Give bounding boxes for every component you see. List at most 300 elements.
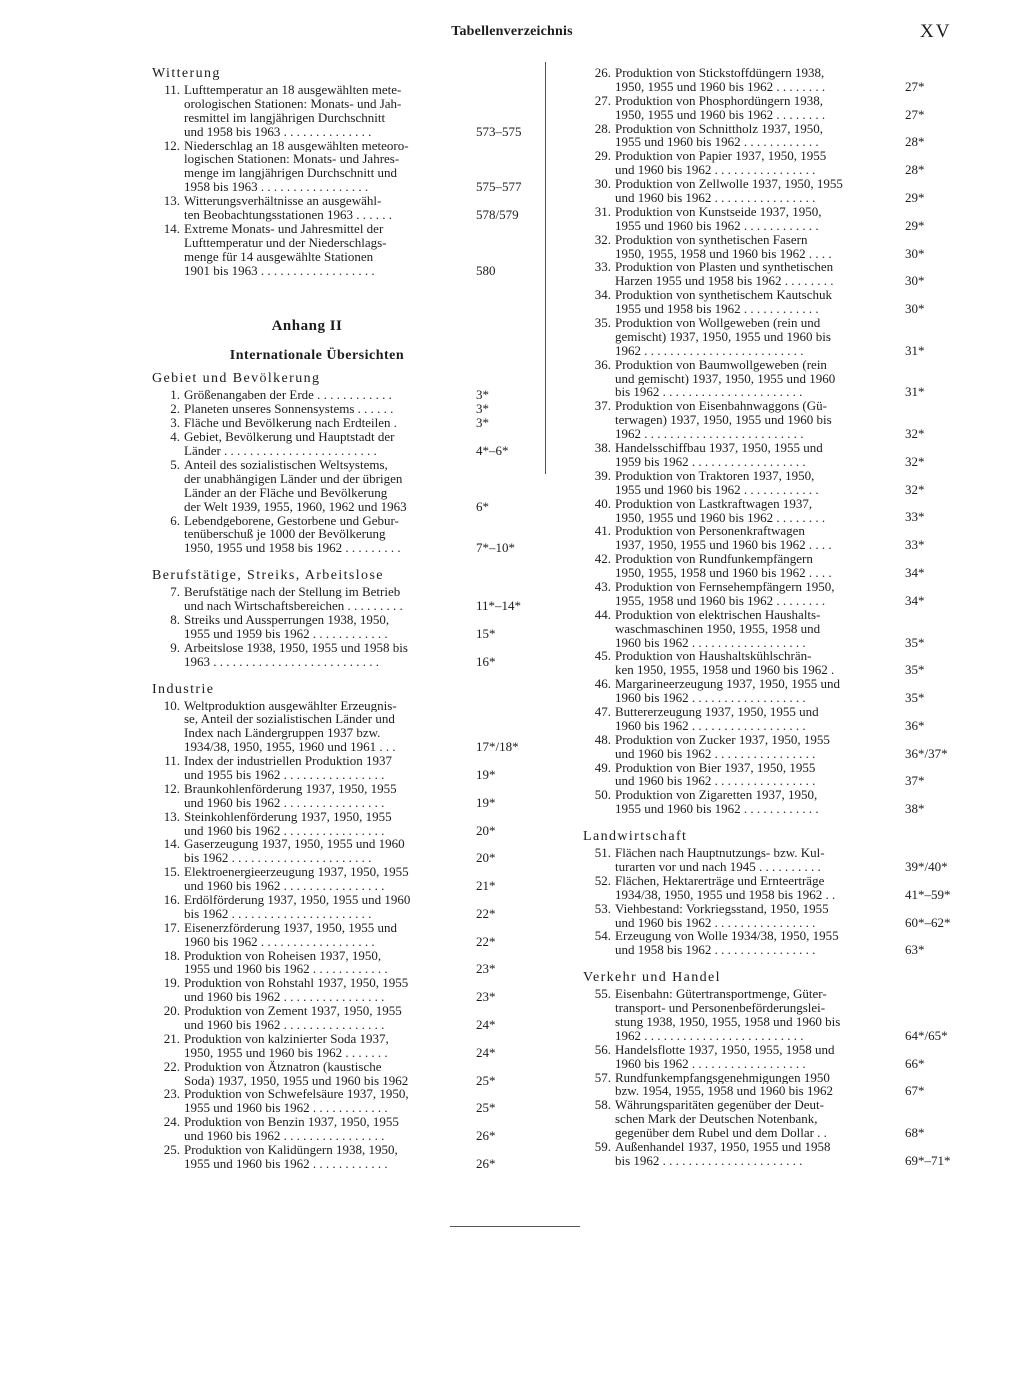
section-heading: Landwirtschaft: [583, 829, 688, 845]
entry-page-ref: 36*/37*: [905, 745, 948, 761]
right-column: [583, 66, 961, 1168]
entry-page-ref: 35*: [905, 690, 925, 706]
entry-page-ref: 16*: [476, 653, 496, 669]
entry-title-line: und 1960 bis 1962 . . . . . . . . . . . . . . . .: [184, 823, 385, 838]
entry-title-line: 1963 . . . . . . . . . . . . . . . . . . . . . . . . . .: [184, 654, 379, 669]
toc-entry: [152, 139, 522, 195]
entry-page-ref: 33*: [905, 509, 925, 525]
entry-number: 53.: [594, 900, 611, 916]
entry-title-line: Produktion von Phosphordüngern 1938,: [615, 93, 823, 108]
entry-title-line: 1901 bis 1963 . . . . . . . . . . . . . . . . . .: [184, 263, 375, 278]
entry-page-ref: 4*–6*: [476, 443, 509, 459]
entry-title-line: Braunkohlenförderung 1937, 1950, 1955: [184, 781, 397, 796]
entry-title: [184, 139, 462, 195]
entry-page-ref: 39*/40*: [905, 858, 948, 874]
toc-entry: [152, 514, 522, 556]
toc-section: [583, 970, 961, 1168]
entry-page-ref: 6*: [476, 498, 489, 514]
entry-title-line: und nach Wirtschaftsbereichen . . . . . . . . .: [184, 599, 403, 613]
entry-title: [184, 514, 462, 556]
entry-title-line: Produktion von elektrischen Haushalts-: [615, 607, 821, 622]
entry-title: [615, 846, 891, 874]
entry-title: [184, 921, 462, 949]
toc-entry: [152, 222, 522, 278]
entry-title-line: 1950, 1955 und 1960 bis 1962 . . . . . . .: [184, 1045, 388, 1060]
entry-title-line: Produktion von Roheisen 1937, 1950,: [184, 948, 382, 963]
toc-entry: [152, 1143, 522, 1171]
toc-entry: [583, 94, 961, 122]
toc-entry: [583, 122, 961, 150]
entry-title-line: Eisenbahn: Gütertransportmenge, Güter-: [615, 987, 827, 1002]
entry-title-line: Produktion von Fernsehempfängern 1950,: [615, 579, 835, 594]
entry-number: 18.: [163, 947, 180, 963]
entry-title-line: Index nach Ländergruppen 1937 bzw.: [184, 726, 381, 741]
entry-page-ref: 27*: [905, 106, 925, 122]
section-heading: Witterung: [152, 66, 221, 81]
toc-entry: [583, 846, 961, 874]
entry-title-line: 1960 bis 1962 . . . . . . . . . . . . . . . . . .: [615, 635, 806, 650]
entry-title: [184, 1143, 462, 1171]
entry-title-line: und 1960 bis 1962 . . . . . . . . . . . . . . . .: [184, 1129, 385, 1144]
entry-number: 21.: [163, 1030, 180, 1046]
entry-title: [184, 1087, 462, 1115]
entry-title: [184, 782, 462, 810]
entry-page-ref: 36*: [905, 717, 925, 733]
toc-section: [583, 829, 961, 957]
entry-page-ref: 34*: [905, 565, 925, 581]
entry-number: 1.: [170, 387, 180, 403]
entry-title: [184, 893, 462, 921]
entry-page-ref: 22*: [476, 905, 496, 921]
entry-title: [184, 810, 462, 838]
entry-title-line: Produktion von Papier 1937, 1950, 1955: [615, 149, 827, 164]
entry-title: [615, 788, 891, 816]
entry-page-ref: 19*: [476, 794, 496, 810]
entry-title: [184, 83, 462, 139]
entry-page-ref: 30*: [905, 301, 925, 317]
entry-page-ref: 25*: [476, 1100, 496, 1116]
entry-title-line: Produktion von Wollgeweben (rein und: [615, 316, 821, 330]
entry-page-ref: 60*–62*: [905, 914, 951, 930]
entry-title: [615, 233, 891, 261]
toc-entry: [583, 205, 961, 233]
entry-title: [184, 1060, 462, 1088]
toc-section: [152, 568, 522, 668]
entry-title-line: Außenhandel 1937, 1950, 1955 und 1958: [615, 1140, 831, 1154]
entry-number: 30.: [594, 176, 611, 192]
entry-page-ref: 20*: [476, 850, 496, 866]
entry-page-ref: 26*: [476, 1128, 496, 1144]
entry-page-ref: 24*: [476, 1044, 496, 1060]
entry-title-line: Streiks und Aussperrungen 1938, 1950,: [184, 612, 390, 627]
entry-number: 52.: [594, 872, 611, 888]
entry-title-line: 1962 . . . . . . . . . . . . . . . . . . . . . . . . .: [615, 343, 804, 358]
toc-entry: [583, 497, 961, 525]
entry-page-ref: 28*: [905, 162, 925, 178]
entry-title-line: 1955 und 1960 bis 1962 . . . . . . . . . . . .: [184, 1156, 388, 1171]
entry-title-line: Produktion von Schwefelsäure 1937, 1950,: [184, 1087, 409, 1102]
toc-section: [152, 66, 522, 277]
entry-title-line: Produktion von synthetischem Kautschuk: [615, 288, 833, 303]
toc-entry: [152, 1115, 522, 1143]
entry-title-line: und 1960 bis 1962 . . . . . . . . . . . . . . . .: [184, 795, 385, 810]
entry-title: [184, 222, 462, 278]
entry-page-ref: 31*: [905, 384, 925, 400]
entry-number: 26.: [594, 65, 611, 80]
entry-page-ref: 32*: [905, 481, 925, 497]
entry-title-line: Produktion von Personenkraftwagen: [615, 524, 805, 539]
entry-title-line: Gaserzeugung 1937, 1950, 1955 und 1960: [184, 837, 405, 852]
entry-title: [615, 929, 891, 957]
entry-title-line: Produktion von Zement 1937, 1950, 1955: [184, 1004, 402, 1019]
entry-page-ref: 20*: [476, 822, 496, 838]
entry-title-line: Steinkohlenförderung 1937, 1950, 1955: [184, 809, 392, 824]
entry-number: 4.: [170, 429, 180, 445]
entry-title-line: Planeten unseres Sonnensystems . . . . . .: [184, 402, 394, 417]
entry-page-ref: 35*: [905, 662, 925, 678]
toc-entry: [152, 1032, 522, 1060]
entry-title: [184, 837, 462, 865]
entry-title: [184, 585, 462, 613]
entry-page-ref: 17*/18*: [476, 739, 519, 755]
entry-page-ref: 7*–10*: [476, 540, 515, 556]
entry-page-ref: 3*: [476, 415, 489, 431]
entry-page-ref: 24*: [476, 1017, 496, 1033]
entry-number: 15.: [163, 864, 180, 880]
entry-title-line: und 1960 bis 1962 . . . . . . . . . . . . . . . .: [615, 163, 816, 178]
section-heading: Verkehr und Handel: [583, 970, 721, 986]
entry-number: 11.: [164, 753, 180, 769]
entry-page-ref: 64*/65*: [905, 1027, 948, 1043]
entry-page-ref: 32*: [905, 426, 925, 442]
entry-title-line: Länder . . . . . . . . . . . . . . . . . . . . . . . .: [184, 444, 377, 458]
entry-title: [615, 399, 891, 441]
entry-title-line: Produktion von kalzinierter Soda 1937,: [184, 1031, 389, 1046]
entry-title-line: Fläche und Bevölkerung nach Erdteilen .: [184, 416, 397, 431]
entry-title-line: 1959 bis 1962 . . . . . . . . . . . . . . . . . .: [615, 454, 806, 469]
toc-entry: [152, 754, 522, 782]
entry-page-ref: 3*: [476, 387, 489, 403]
entry-page-ref: 33*: [905, 537, 925, 553]
toc-entry: [152, 83, 522, 139]
entry-title-line: bis 1962 . . . . . . . . . . . . . . . . . . . . . .: [615, 385, 803, 400]
entry-number: 20.: [163, 1003, 180, 1019]
toc-entry: [152, 194, 522, 222]
entry-page-ref: 63*: [905, 942, 925, 958]
entry-number: 48.: [594, 731, 611, 747]
entry-number: 9.: [170, 639, 180, 655]
toc-entry: [583, 580, 961, 608]
toc-entry: [152, 416, 522, 430]
entry-number: 44.: [594, 606, 611, 622]
entry-title-line: und 1960 bis 1962 . . . . . . . . . . . . . . . .: [615, 915, 816, 930]
toc-entry: [583, 441, 961, 469]
toc-entry: [583, 177, 961, 205]
entry-title: [184, 754, 462, 782]
entry-number: 6.: [170, 512, 180, 528]
toc-entry: [152, 699, 522, 755]
entry-number: 31.: [594, 203, 611, 219]
entry-title-line: Produktion von Kalidüngern 1938, 1950,: [184, 1143, 398, 1157]
entry-title-line: Harzen 1955 und 1958 bis 1962 . . . . . . . .: [615, 274, 834, 289]
entry-title-line: 1955 und 1960 bis 1962 . . . . . . . . . . . .: [615, 802, 819, 817]
toc-entry: [583, 1043, 961, 1071]
entry-page-ref: 575–577: [476, 179, 522, 195]
entry-number: 41.: [594, 523, 611, 539]
entry-title: [615, 316, 891, 358]
entry-title-line: Witterungsverhältnisse an ausgewähl-: [184, 194, 382, 209]
entry-number: 34.: [594, 287, 611, 303]
entry-title-line: und 1958 bis 1962 . . . . . . . . . . . . . . . .: [615, 943, 816, 958]
toc-entry: [152, 782, 522, 810]
left-column: [152, 66, 522, 1171]
toc-entry: [583, 316, 961, 358]
entry-title-line: 1955 und 1959 bis 1962 . . . . . . . . . . . .: [184, 626, 388, 641]
appendix-title: Anhang II: [271, 318, 343, 335]
entry-title-line: 1960 bis 1962 . . . . . . . . . . . . . . . . . .: [184, 934, 375, 949]
entry-title: [615, 733, 891, 761]
entry-title: [615, 149, 891, 177]
toc-entry: [583, 1098, 961, 1140]
entry-number: 24.: [163, 1114, 180, 1130]
entry-title-line: se, Anteil der sozialistischen Länder und: [184, 712, 395, 727]
entry-title-line: der Welt 1939, 1955, 1960, 1962 und 1963: [184, 499, 407, 514]
entry-number: 3.: [170, 415, 180, 431]
entry-number: 51.: [594, 845, 611, 861]
entry-title: [615, 580, 891, 608]
section-heading: Industrie: [152, 681, 215, 697]
entry-number: 40.: [594, 495, 611, 511]
entry-title-line: 1955 und 1960 bis 1962 . . . . . . . . . . . .: [615, 482, 819, 497]
entry-title-line: Produktion von Bier 1937, 1950, 1955: [615, 760, 816, 775]
entry-number: 46.: [594, 676, 611, 692]
entry-number: 29.: [594, 148, 611, 164]
entry-title-line: 1934/38, 1950, 1955, 1960 und 1961 . . .: [184, 740, 396, 755]
entry-title-line: Lufttemperatur an 18 ausgewählten mete-: [184, 83, 402, 97]
entry-number: 11.: [164, 82, 180, 97]
toc-entry: [583, 1071, 961, 1099]
entry-title-line: Produktion von Stickstoffdüngern 1938,: [615, 66, 825, 80]
entry-number: 5.: [170, 456, 180, 472]
entry-page-ref: 23*: [476, 961, 496, 977]
entry-title-line: 1962 . . . . . . . . . . . . . . . . . . . . . . . . .: [615, 427, 804, 442]
toc-entry: [583, 929, 961, 957]
toc-entry: [152, 613, 522, 641]
toc-entry: [583, 260, 961, 288]
entry-title-line: Produktion von Benzin 1937, 1950, 1955: [184, 1115, 399, 1130]
entry-title-line: Produktion von Baumwollgeweben (rein: [615, 357, 827, 372]
toc-section: [152, 371, 522, 555]
entry-number: 12.: [163, 780, 180, 796]
entry-title-line: 1962 . . . . . . . . . . . . . . . . . . . . . . . . .: [615, 1028, 804, 1043]
toc-entry: [583, 1140, 961, 1168]
entry-title: [184, 949, 462, 977]
entry-page-ref: 34*: [905, 592, 925, 608]
entry-page-ref: 25*: [476, 1072, 496, 1088]
entry-title-line: terwagen) 1937, 1950, 1955 und 1960 bis: [615, 413, 832, 428]
entry-title-line: logischen Stationen: Monats- und Jahres-: [184, 152, 400, 167]
entry-title-line: und 1960 bis 1962 . . . . . . . . . . . . . . . .: [615, 191, 816, 205]
entry-title-line: 1950, 1955, 1958 und 1960 bis 1962 . . . .: [615, 566, 832, 580]
entry-title: [184, 865, 462, 893]
entry-title-line: 1955 und 1960 bis 1962 . . . . . . . . . . . .: [615, 218, 819, 233]
entry-title-line: bis 1962 . . . . . . . . . . . . . . . . . . . . . .: [184, 851, 372, 866]
entry-number: 59.: [594, 1139, 611, 1155]
entry-title-line: Produktion von Schnittholz 1937, 1950,: [615, 121, 823, 136]
entry-page-ref: 30*: [905, 273, 925, 289]
appendix-subtitle: Internationale Übersichten: [229, 348, 405, 364]
entry-page-ref: 23*: [476, 989, 496, 1005]
entry-title-line: 1937, 1950, 1955 und 1960 bis 1962 . . . .: [615, 538, 832, 553]
toc-entry: [152, 810, 522, 838]
entry-title: [615, 122, 891, 150]
entry-number: 57.: [594, 1069, 611, 1085]
entry-title-line: Erdölförderung 1937, 1950, 1955 und 1960: [184, 893, 411, 907]
entry-title-line: turarten vor und nach 1945 . . . . . . . . . .: [615, 859, 821, 874]
entry-title-line: schen Mark der Deutschen Notenbank,: [615, 1112, 818, 1127]
entry-title-line: Produktion von Rundfunkempfängern: [615, 552, 813, 567]
entry-title: [615, 1140, 891, 1168]
entry-title-line: Produktion von Rohstahl 1937, 1950, 1955: [184, 976, 409, 991]
entry-title-line: Arbeitslose 1938, 1950, 1955 und 1958 bis: [184, 640, 408, 655]
entry-number: 13.: [163, 193, 180, 209]
entry-number: 32.: [594, 231, 611, 247]
entry-number: 55.: [594, 986, 611, 1002]
toc-entry: [583, 649, 961, 677]
entry-title: [615, 177, 891, 205]
entry-title-line: Währungsparitäten gegenüber der Deut-: [615, 1098, 824, 1113]
entry-page-ref: 27*: [905, 78, 925, 94]
entry-title-line: Erzeugung von Wolle 1934/38, 1950, 1955: [615, 929, 839, 944]
entry-title-line: Produktion von Traktoren 1937, 1950,: [615, 468, 815, 483]
entry-title-line: Produktion von Zellwolle 1937, 1950, 1955: [615, 177, 843, 192]
entry-page-ref: 68*: [905, 1125, 925, 1141]
entry-title-line: Niederschlag an 18 ausgewählten meteoro-: [184, 138, 409, 153]
entry-number: 49.: [594, 759, 611, 775]
entry-title: [615, 358, 891, 400]
entry-title-line: Viehbestand: Vorkriegsstand, 1950, 1955: [615, 901, 829, 916]
toc-entry: [583, 761, 961, 789]
entry-title: [184, 194, 462, 222]
entry-title-line: bzw. 1954, 1955, 1958 und 1960 bis 1962: [615, 1084, 833, 1099]
toc-entry: [583, 552, 961, 580]
entry-title-line: 1950, 1955 und 1960 bis 1962 . . . . . . . .: [615, 510, 826, 525]
entry-title-line: Produktion von Eisenbahnwaggons (Gü-: [615, 399, 827, 414]
entry-title-line: resmittel im langjährigen Durchschnitt: [184, 110, 386, 125]
toc-entry: [583, 233, 961, 261]
entry-page-ref: 41*–59*: [905, 886, 951, 902]
entry-title-line: 1960 bis 1962 . . . . . . . . . . . . . . . . . .: [615, 691, 806, 705]
entry-title-line: der unabhängigen Länder und der übrigen: [184, 471, 403, 486]
footer-rule: [450, 1226, 580, 1227]
toc-entry: [152, 949, 522, 977]
entry-title-line: Flächen, Hektarerträge und Ernteerträge: [615, 873, 825, 888]
entry-number: 47.: [594, 703, 611, 719]
toc-entry: [152, 921, 522, 949]
toc-entry: [583, 788, 961, 816]
entry-title-line: bis 1962 . . . . . . . . . . . . . . . . . . . . . .: [615, 1153, 803, 1168]
entry-title-line: transport- und Personenbeförderungslei-: [615, 1001, 826, 1015]
entry-title-line: und 1960 bis 1962 . . . . . . . . . . . . . . . .: [184, 990, 385, 1005]
entry-title-line: Extreme Monats- und Jahresmittel der: [184, 221, 384, 236]
entry-title: [615, 1098, 891, 1140]
entry-page-ref: 580: [476, 262, 496, 278]
entry-page-ref: 3*: [476, 401, 489, 417]
entry-number: 2.: [170, 401, 180, 417]
entry-title: [615, 608, 891, 650]
entry-title: [615, 761, 891, 789]
entry-page-ref: 578/579: [476, 207, 519, 222]
entry-title-line: 1950, 1955 und 1960 bis 1962 . . . . . . . .: [615, 79, 826, 94]
page-number: XV: [920, 21, 952, 42]
entry-title: [184, 388, 462, 402]
entry-title-line: Handelsflotte 1937, 1950, 1955, 1958 und: [615, 1042, 835, 1057]
entry-title-line: 1955 und 1960 bis 1962 . . . . . . . . . . . .: [615, 135, 819, 150]
toc-entry: [152, 837, 522, 865]
entry-page-ref: 29*: [905, 217, 925, 233]
entry-title-line: Elektroenergieerzeugung 1937, 1950, 1955: [184, 865, 409, 880]
entry-title: [615, 260, 891, 288]
entry-title-line: und 1960 bis 1962 . . . . . . . . . . . . . . . .: [184, 879, 385, 894]
toc-entry: [152, 641, 522, 669]
entry-title-line: Produktion von Zucker 1937, 1950, 1955: [615, 732, 830, 747]
entry-title: [184, 976, 462, 1004]
entry-title: [184, 430, 462, 458]
entry-title-line: ten Beobachtungsstationen 1963 . . . . . .: [184, 208, 392, 222]
entry-title-line: Margarineerzeugung 1937, 1950, 1955 und: [615, 677, 841, 692]
entry-number: 23.: [163, 1086, 180, 1102]
entry-title-line: gemischt) 1937, 1950, 1955 und 1960 bis: [615, 329, 831, 344]
entry-page-ref: 11*–14*: [476, 598, 522, 614]
entry-title-line: Produktion von Ätznatron (kaustische: [184, 1059, 382, 1074]
entry-title-line: Berufstätige nach der Stellung im Betrieb: [184, 585, 401, 600]
entry-title: [184, 1004, 462, 1032]
entry-title-line: menge im langjährigen Durchschnitt und: [184, 166, 398, 181]
entry-number: 35.: [594, 315, 611, 331]
entry-title: [184, 699, 462, 755]
toc-entry: [152, 1060, 522, 1088]
running-title: Tabellenverzeichnis: [451, 24, 573, 39]
entry-title: [615, 874, 891, 902]
entry-page-ref: 66*: [905, 1055, 925, 1071]
entry-title: [615, 497, 891, 525]
entry-page-ref: 37*: [905, 773, 925, 789]
entry-title-line: waschmaschinen 1950, 1955, 1958 und: [615, 621, 821, 636]
entry-title: [615, 705, 891, 733]
section-heading: Berufstätige, Streiks, Arbeitslose: [152, 568, 384, 584]
entry-page-ref: 31*: [905, 342, 925, 358]
entry-title-line: Soda) 1937, 1950, 1955 und 1960 bis 1962: [184, 1073, 409, 1088]
entry-number: 10.: [163, 697, 180, 713]
entry-title-line: Produktion von Plasten und synthetischen: [615, 260, 834, 275]
entry-title-line: tenüberschuß je 1000 der Bevölkerung: [184, 527, 386, 542]
toc-entry: [583, 358, 961, 400]
entry-number: 33.: [594, 259, 611, 275]
entry-number: 13.: [163, 808, 180, 824]
entry-number: 16.: [163, 892, 180, 908]
entry-title: [615, 1071, 891, 1099]
column-divider: [545, 62, 546, 474]
entry-title-line: Flächen nach Hauptnutzungs- bzw. Kul-: [615, 846, 825, 860]
toc-entry: [583, 874, 961, 902]
entry-title: [615, 987, 891, 1043]
entry-title-line: und 1960 bis 1962 . . . . . . . . . . . . . . . .: [615, 774, 816, 789]
entry-title: [615, 469, 891, 497]
toc-entry: [583, 902, 961, 930]
toc-entry: [152, 458, 522, 514]
entry-number: 19.: [163, 975, 180, 991]
section-heading: Gebiet und Bevölkerung: [152, 371, 321, 387]
